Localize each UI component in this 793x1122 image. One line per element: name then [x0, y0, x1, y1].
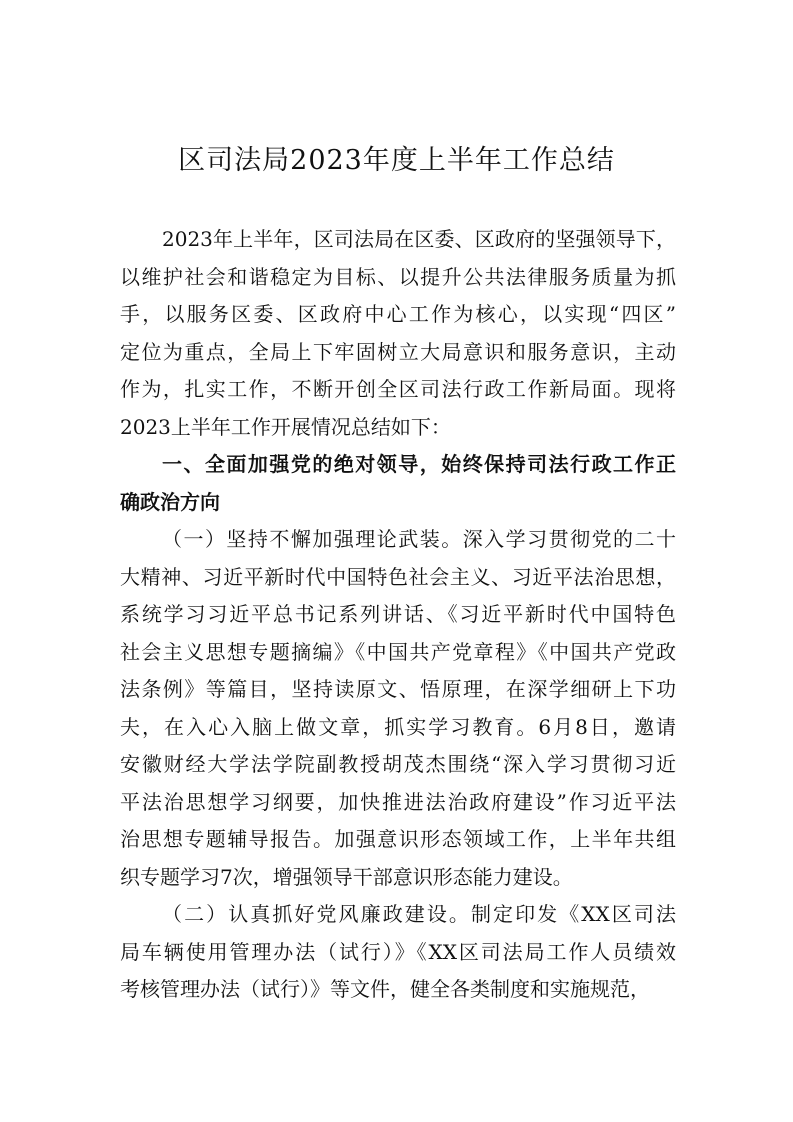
paragraph-line: （一）坚持不懈加强理论武装。深入学习贯彻党的二十	[162, 527, 676, 551]
section-heading-line: 确政治方向	[120, 489, 220, 514]
paragraph-line: 社会主义思想专题摘编》《中国共产党章程》《中国共产党政	[120, 639, 676, 664]
paragraph-line: 作为，扎实工作，不断开创全区司法行政工作新局面。现将	[120, 377, 676, 401]
paragraph-line: 治思想专题辅导报告。加强意识形态领域工作，上半年共组	[120, 827, 676, 851]
paragraph-line: 2023年上半年，区司法局在区委、区政府的坚强领导下，	[162, 227, 676, 251]
paragraph-line: 安徽财经大学法学院副教授胡茂杰围绕“深入学习贯彻习近	[120, 752, 676, 776]
paragraph-line: 手，以服务区委、区政府中心工作为核心，以实现“四区”	[120, 302, 676, 326]
paragraph-line: 定位为重点，全局上下牢固树立大局意识和服务意识，主动	[120, 339, 676, 364]
paragraph-line: 织专题学习7次，增强领导干部意识形态能力建设。	[120, 864, 573, 889]
paragraph-line: 平法治思想学习纲要，加快推进法治政府建设”作习近平法	[120, 789, 676, 814]
paragraph-line: 考核管理办法（试行）》等文件，健全各类制度和实施规范，	[120, 977, 650, 1001]
paragraph-line: （二）认真抓好党风廉政建设。制定印发《XX区司法	[162, 902, 676, 926]
paragraph-line: 局车辆使用管理办法（试行）》《XX区司法局工作人员绩效	[120, 939, 676, 964]
paragraph-line: 法条例》等篇目，坚持读原文、悟原理，在深学细研上下功	[120, 677, 676, 701]
paragraph-line: 以维护社会和谐稳定为目标、以提升公共法律服务质量为抓	[120, 264, 676, 289]
document-title: 区司法局2023年度上半年工作总结	[178, 145, 615, 176]
paragraph-line: 夫，在入心入脑上做文章，抓实学习教育。6月8日，邀请	[120, 714, 676, 739]
paragraph-line: 系统学习习近平总书记系列讲话、《习近平新时代中国特色	[120, 602, 676, 626]
paragraph-line: 大精神、习近平新时代中国特色社会主义、习近平法治思想，	[120, 564, 676, 589]
paragraph-line: 2023上半年工作开展情况总结如下：	[120, 414, 451, 439]
section-heading-line: 一、全面加强党的绝对领导，始终保持司法行政工作正	[162, 452, 676, 476]
